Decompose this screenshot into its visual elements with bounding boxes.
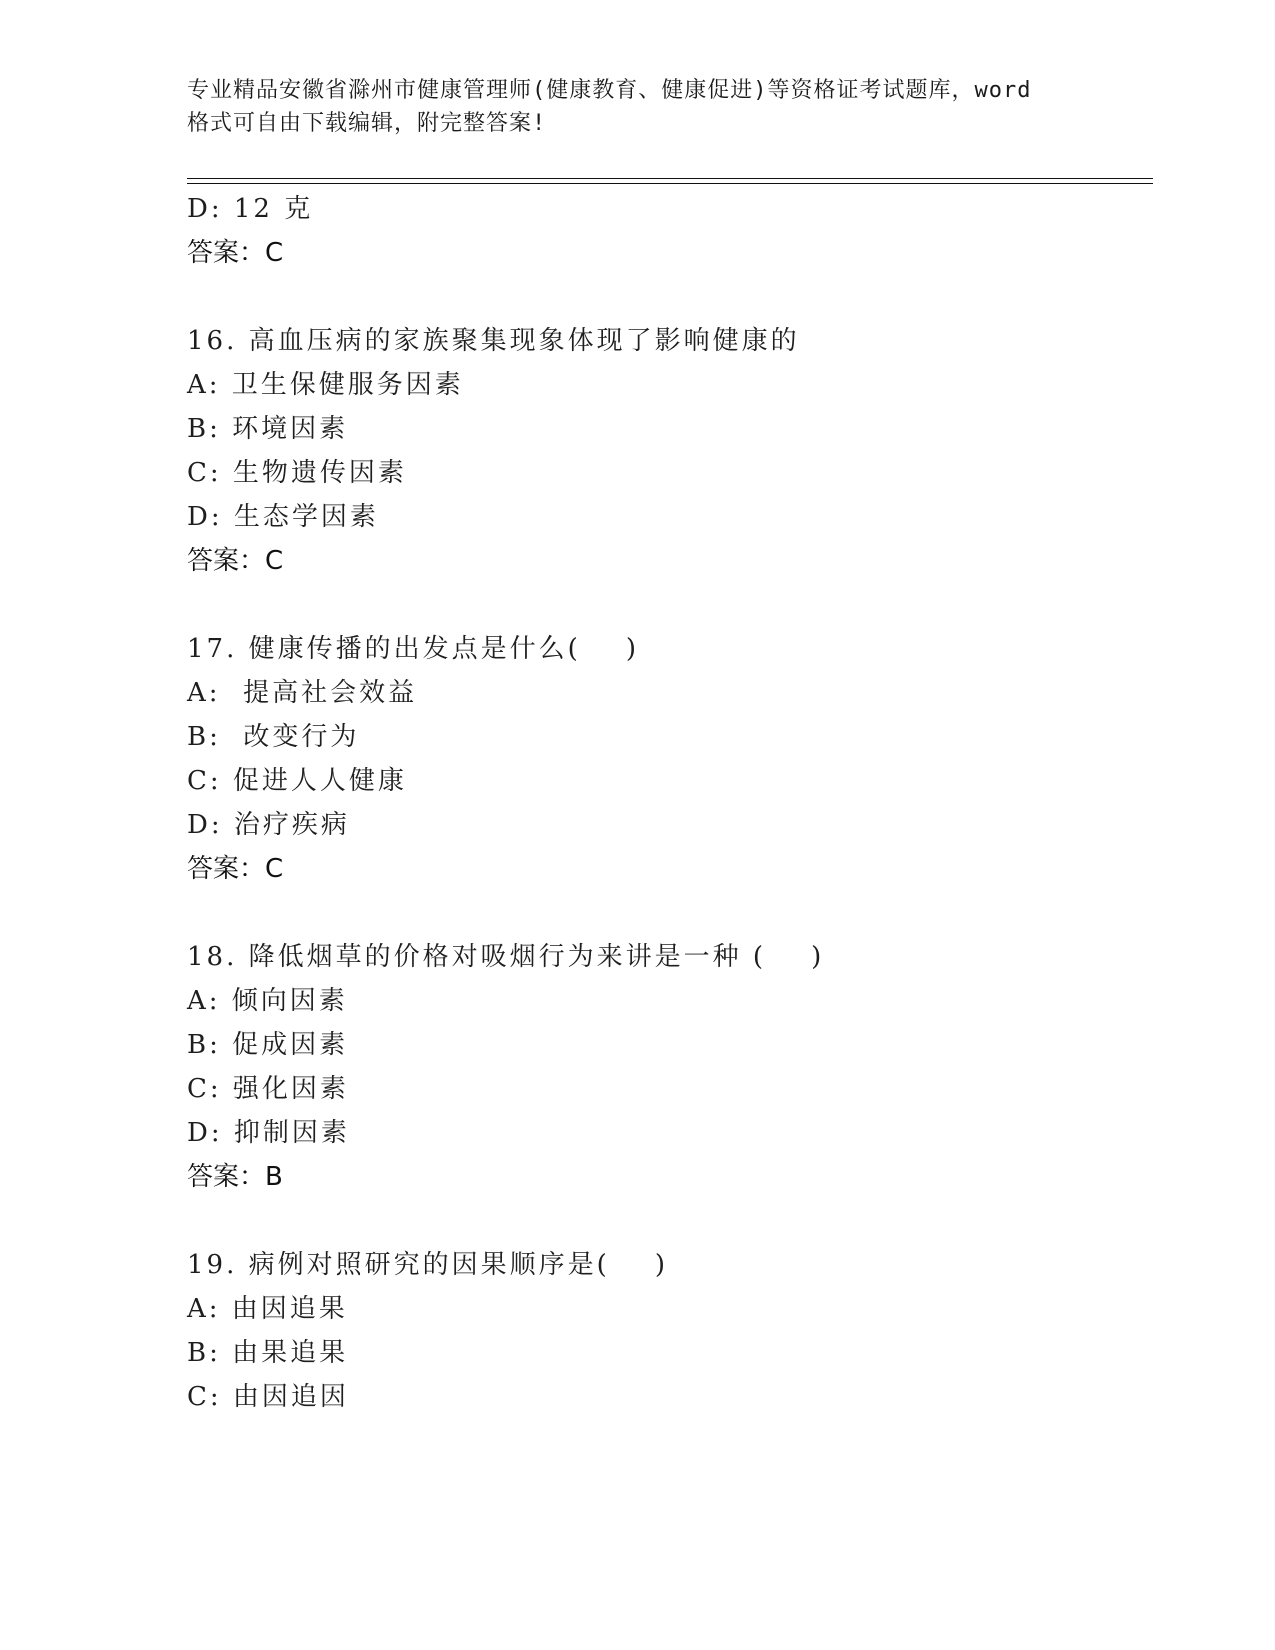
question-19-stem: 19. 病例对照研究的因果顺序是( ) [187,1250,668,1280]
header-line-2: 格式可自由下载编辑，附完整答案! [187,111,547,136]
option-d-carryover: D: 12 克 [187,194,314,224]
question-16-option-d: D: 生态学因素 [187,502,379,532]
question-17-option-c: C: 促进人人健康 [187,766,407,796]
header-line-1: 专业精品安徽省滁州市健康管理师(健康教育、健康促进)等资格证考试题库，word [187,78,1032,103]
question-17-stem: 17. 健康传播的出发点是什么( ) [187,634,639,664]
question-16-option-b: B: 环境因素 [187,414,349,444]
question-16-stem: 16. 高血压病的家族聚集现象体现了影响健康的 [187,326,800,356]
answer-carryover: 答案：C [187,238,284,268]
question-18-option-c: C: 强化因素 [187,1074,349,1104]
header-divider-bottom [187,183,1153,184]
question-17-option-a: A: 提高社会效益 [187,678,418,708]
question-18-stem: 18. 降低烟草的价格对吸烟行为来讲是一种 ( ) [187,942,825,972]
question-18-answer: 答案：B [187,1162,283,1192]
question-16-answer: 答案：C [187,546,284,576]
question-18-option-a: A: 倾向因素 [187,986,348,1016]
question-19-option-c: C: 由因追因 [187,1382,349,1412]
question-17-option-d: D: 治疗疾病 [187,810,350,840]
question-16-option-a: A: 卫生保健服务因素 [187,370,464,400]
question-19-option-b: B: 由果追果 [187,1338,349,1368]
question-17-answer: 答案：C [187,854,284,884]
question-17-option-b: B: 改变行为 [187,722,360,752]
document-header [187,74,1087,140]
question-16-option-c: C: 生物遗传因素 [187,458,407,488]
question-18-option-b: B: 促成因素 [187,1030,349,1060]
question-18-option-d: D: 抑制因素 [187,1118,350,1148]
header-divider-top [187,178,1153,179]
question-19-option-a: A: 由因追果 [187,1294,348,1324]
